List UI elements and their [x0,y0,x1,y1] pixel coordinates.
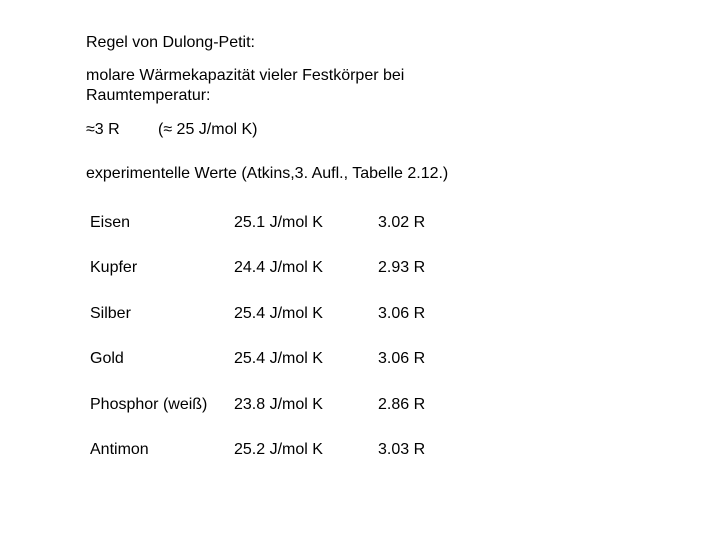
ratio-r-value: 3.06 R [378,350,426,368]
ratio-r-value: 2.93 R [378,259,426,277]
heat-capacity-value: 25.4 J/mol K [234,304,323,322]
element-name: Eisen [90,214,131,231]
element-name: Gold [90,350,124,368]
experimental-note: experimentelle Werte (Atkins,3. Aufl., Tabelle 2.12.) [86,165,449,182]
ratio-r-value: 2.86 R [378,395,426,413]
element-name: Phosphor (weiß) [90,395,208,413]
heat-capacity-value: 25.1 J/mol K [234,214,323,231]
heat-capacity-value: 25.4 J/mol K [234,350,323,368]
heat-capacity-value: 23.8 J/mol K [234,395,323,413]
approx-joule-text: (≈ 25 J/mol K) [158,121,258,138]
element-name: Silber [90,304,131,322]
description-text: molare Wärmekapazität vieler Festkörper bei Raumtemperatur: [86,67,405,104]
heat-capacity-value: 25.2 J/mol K [234,440,323,458]
approx-r-text: ≈3 R [86,121,120,138]
heat-capacity-value: 24.4 J/mol K [234,259,323,277]
ratio-r-value: 3.06 R [378,304,426,322]
element-name: Kupfer [90,259,138,277]
element-name: Antimon [90,440,149,458]
ratio-r-value: 3.03 R [378,440,426,458]
ratio-r-value: 3.02 R [378,214,426,231]
slide-title: Regel von Dulong-Petit: [86,34,255,51]
